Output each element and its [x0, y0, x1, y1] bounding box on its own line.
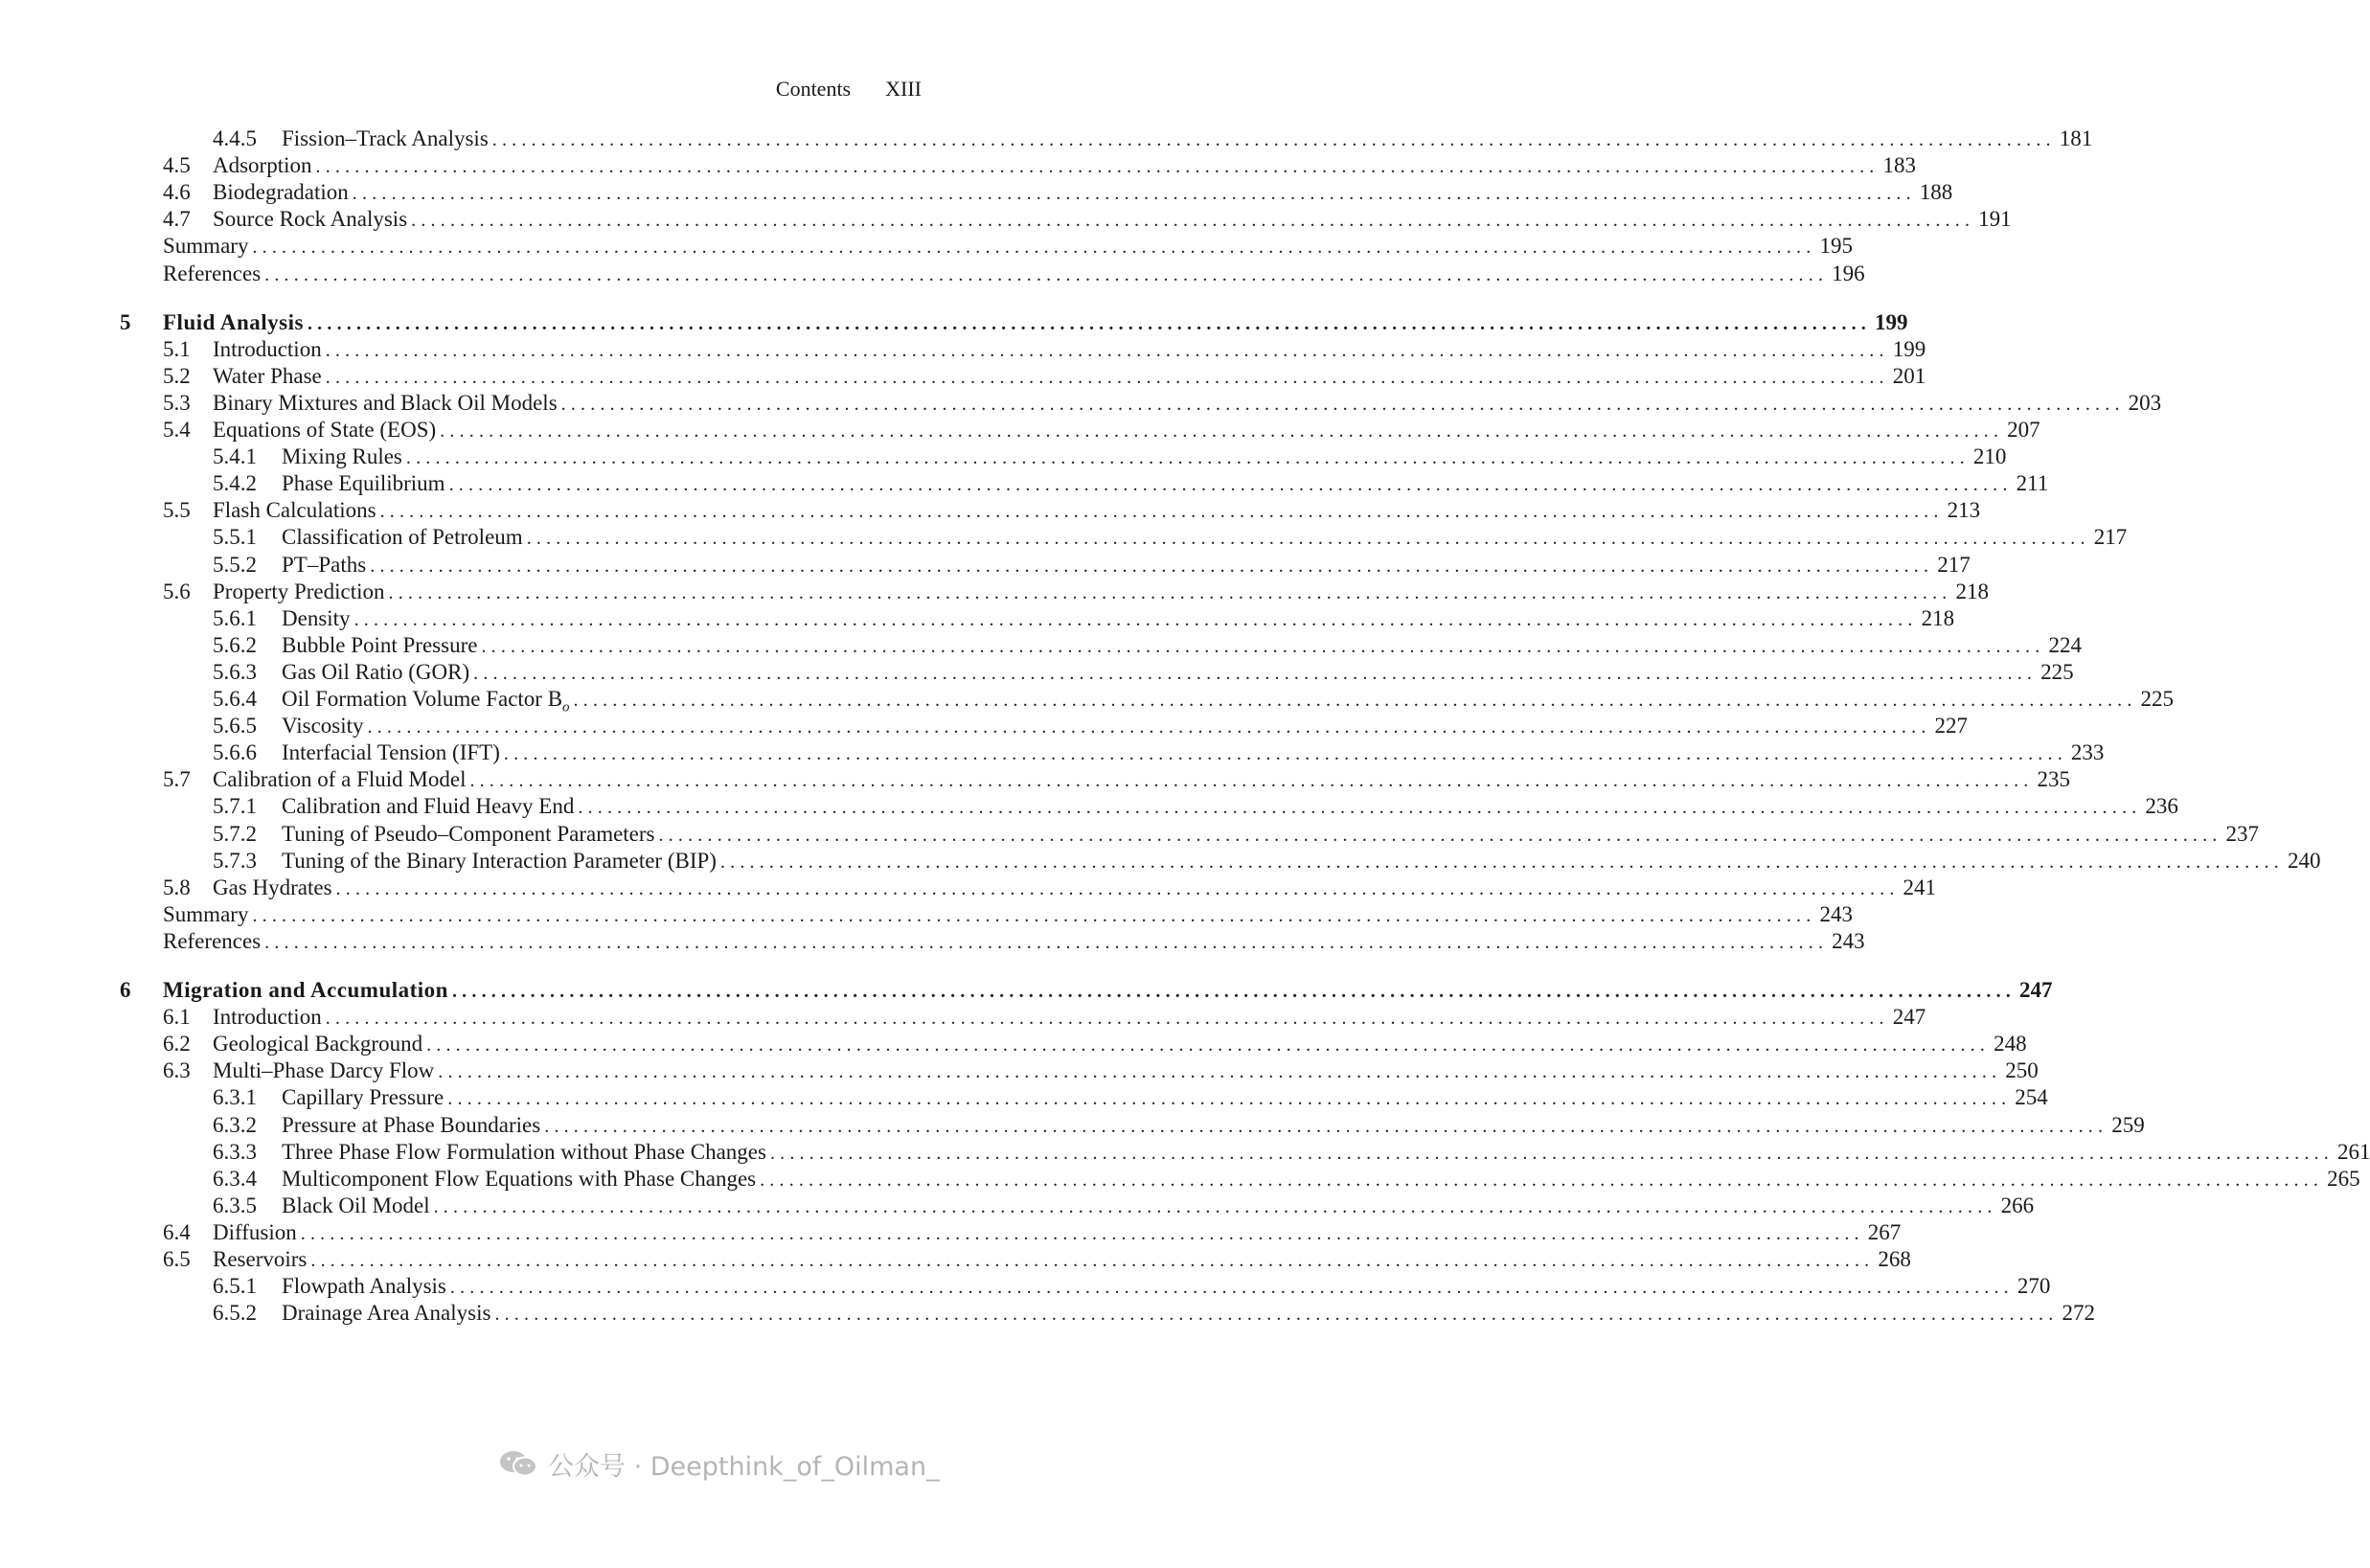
toc-entry-title-text: Introduction	[213, 1005, 322, 1029]
toc-entry	[163, 261, 1865, 287]
toc-entry	[163, 336, 1926, 363]
toc-entry-page: 270	[2017, 1274, 2051, 1298]
dot-leader: ................................................................................................................................................................	[503, 743, 2067, 764]
toc-entry	[213, 1139, 2370, 1166]
dot-leader: ................................................................................................................................................................	[388, 582, 1952, 603]
toc-entry-title-text: Introduction	[213, 337, 322, 361]
dot-leader: ................................................................................................................................................................	[426, 1034, 1991, 1056]
toc-entry-number: 5.7.2	[213, 822, 257, 846]
toc-entry-page: 243	[1832, 929, 1865, 953]
toc-entry-page: 268	[1878, 1247, 1911, 1271]
toc-entry-page: 247	[2018, 978, 2053, 1002]
toc-entry-number: 6.3.1	[213, 1085, 257, 1109]
toc-entry-title-text: Binary Mixtures and Black Oil Models	[213, 391, 558, 415]
toc-entry-title	[282, 552, 366, 579]
toc-entry-title-text: Calibration of a Fluid Model	[213, 767, 467, 791]
toc-entry-number: 4.5	[163, 153, 191, 177]
toc-chapter	[120, 309, 1908, 336]
dot-leader: ................................................................................................................................................................	[353, 609, 1918, 630]
toc-entry-number: 5.1	[163, 337, 191, 361]
toc-entry	[163, 1219, 1902, 1246]
dot-leader: ................................................................................................................................................................	[719, 852, 2284, 873]
toc-entry-title	[213, 336, 322, 363]
dot-leader: ................................................................................................................................................................	[264, 932, 1829, 953]
toc-entry-title-text: Adsorption	[213, 153, 312, 177]
toc-entry-title-text: Multicomponent Flow Equations with Phase Changes	[282, 1167, 757, 1191]
toc-entry	[213, 470, 2049, 497]
toc-entry-title-text: Tuning of the Binary Interaction Parameter (BIP)	[282, 849, 717, 873]
toc-entry-page: 218	[1921, 606, 1955, 630]
toc-entry-number: 5.7.3	[213, 849, 257, 873]
toc-entry-title	[213, 1031, 422, 1057]
toc-entry-title	[282, 632, 477, 659]
toc-entry-title	[163, 233, 248, 260]
toc-entry-title-text: References	[163, 261, 262, 285]
dot-leader: ................................................................................................................................................................	[760, 1170, 2324, 1191]
dot-leader: ................................................................................................................................................................	[438, 1061, 2002, 1082]
toc-entry-page: 237	[2225, 822, 2259, 846]
dot-leader: ................................................................................................................................................................	[405, 447, 1970, 468]
toc-entry-number: 5.7.1	[213, 794, 257, 818]
toc-entry-page: 188	[1919, 180, 1953, 204]
toc-entry-number: 5.4.1	[213, 444, 257, 468]
toc-entry-page: 183	[1882, 153, 1916, 177]
toc-entry	[163, 497, 1981, 524]
toc-entry-number: 5.4	[163, 418, 191, 442]
dot-leader: ................................................................................................................................................................	[481, 636, 2045, 657]
toc-entry-number: 5.7	[163, 767, 191, 791]
toc-entry-title	[213, 875, 332, 901]
toc-entry	[213, 1193, 2035, 1219]
toc-entry-number: 4.7	[163, 207, 191, 231]
toc-entry-title	[282, 443, 402, 470]
toc-entry-number: 5.5	[163, 498, 191, 522]
toc-entry-title	[213, 579, 385, 605]
toc-entry-number: 6.4	[163, 1220, 191, 1244]
toc-entry-title	[213, 206, 407, 233]
toc-entry-page: 181	[2059, 126, 2093, 150]
toc-entry-page: 196	[1832, 261, 1865, 285]
toc-entry-title	[213, 1004, 322, 1031]
dot-leader: ................................................................................................................................................................	[440, 420, 2004, 442]
toc-entry-page: 236	[2145, 794, 2178, 818]
toc-entry-title	[282, 659, 469, 686]
toc-entry-number: 6.3.3	[213, 1140, 257, 1164]
toc-entry-page: 199	[1892, 337, 1926, 361]
toc-entry-number: 5	[120, 310, 131, 334]
toc-entry-number: 5.2	[163, 364, 191, 388]
toc-entry-title-text: Three Phase Flow Formulation without Phase Changes	[282, 1140, 766, 1164]
dot-leader: ................................................................................................................................................................	[264, 264, 1829, 285]
toc-entry	[163, 928, 1865, 955]
toc-entry-title	[282, 1112, 540, 1139]
toc-entry-title-text: Fission–Track Analysis	[282, 126, 489, 150]
toc-entry-number: 5.6.2	[213, 633, 257, 657]
toc-entry-page: 195	[1819, 234, 1853, 258]
toc-entry-number: 5.4.2	[213, 471, 257, 495]
toc-entry	[163, 1246, 1911, 1273]
toc-entry-page: 203	[2128, 391, 2162, 415]
header-page-number: XIII	[885, 77, 922, 101]
toc-chapter	[120, 977, 2053, 1004]
toc-entry	[163, 766, 2070, 793]
dot-leader: ................................................................................................................................................................	[560, 394, 2125, 415]
toc-entry-title	[213, 363, 322, 390]
toc-entry-title	[282, 470, 445, 497]
toc-entry-title	[213, 497, 376, 524]
toc-entry-title	[163, 928, 261, 955]
toc-entry-number: 5.3	[163, 391, 191, 415]
toc-entry-number: 6.1	[163, 1005, 191, 1029]
toc-entry-title	[282, 821, 655, 848]
toc-entry-title	[282, 605, 351, 632]
toc-entry-number: 5.6.6	[213, 740, 257, 764]
toc-entry-title-text: Geological Background	[213, 1032, 423, 1056]
toc-entry-title	[213, 1219, 297, 1246]
toc-entry	[163, 417, 2040, 443]
dot-leader: ................................................................................................................................................................	[335, 878, 1900, 899]
toc-entry-title	[282, 1273, 446, 1300]
dot-leader: ................................................................................................................................................................	[315, 156, 1880, 177]
dot-leader: ................................................................................................................................................................	[447, 1088, 2012, 1109]
toc-entry-page: 247	[1892, 1005, 1926, 1029]
toc-entry	[163, 875, 1937, 901]
dot-leader: ................................................................................................................................................................	[451, 981, 2016, 1002]
dot-leader: ................................................................................................................................................................	[300, 1223, 1864, 1244]
toc-entry-number: 6.5.1	[213, 1274, 257, 1298]
toc-entry-title	[282, 848, 717, 875]
toc-entry	[163, 206, 2012, 233]
toc-entry	[213, 686, 2175, 716]
toc-entry-page: 210	[1972, 444, 2007, 468]
toc-entry-page: 261	[2336, 1140, 2370, 1164]
toc-entry-title	[282, 793, 574, 820]
dot-leader: ................................................................................................................................................................	[573, 690, 2137, 711]
toc-entry-page: 207	[2007, 418, 2040, 442]
toc-entry-number: 5.5.1	[213, 525, 257, 549]
toc-entry-title-text: PT–Paths	[282, 553, 367, 577]
toc-entry-title-text: Drainage Area Analysis	[282, 1301, 491, 1325]
toc-entry-number: 6.5.2	[213, 1301, 257, 1325]
toc-entry-page: 211	[2016, 471, 2049, 495]
toc-entry-title-text: Interfacial Tension (IFT)	[282, 740, 500, 764]
toc-entry	[213, 713, 1969, 739]
toc-entry-title	[282, 1166, 756, 1193]
toc-entry	[213, 1112, 2145, 1139]
dot-leader: ................................................................................................................................................................	[449, 1277, 2014, 1298]
dot-leader: ................................................................................................................................................................	[367, 716, 1931, 738]
dot-leader: ................................................................................................................................................................	[325, 367, 1889, 388]
toc-entry	[163, 152, 1916, 179]
watermark	[498, 1446, 940, 1481]
toc-entry	[163, 179, 1953, 206]
toc-entry-title	[213, 417, 436, 443]
dot-leader: ................................................................................................................................................................	[325, 340, 1889, 361]
toc-entry-page: 199	[1874, 310, 1908, 334]
toc-entry-title	[282, 1300, 490, 1327]
toc-entry-page: 248	[1994, 1032, 2027, 1056]
toc-entry-title-text: Summary	[163, 234, 249, 258]
toc-entry-title-text: Flash Calculations	[213, 498, 376, 522]
toc-entry-title	[213, 1057, 434, 1084]
toc-entry-title-text: Phase Equilibrium	[282, 471, 445, 495]
toc-entry-title-text: Property Prediction	[213, 579, 385, 603]
toc-entry-title-text: Bubble Point Pressure	[282, 633, 478, 657]
toc-entry	[163, 901, 1853, 928]
toc-entry	[213, 659, 2074, 686]
toc-entry-number: 6	[120, 978, 131, 1002]
toc-entry-page: 241	[1903, 875, 1937, 899]
header-section: Contents	[775, 77, 852, 101]
toc-entry-title-text: Summary	[163, 902, 249, 926]
toc-entry-number: 5.6.4	[213, 687, 257, 711]
toc-entry-title-text: Reservoirs	[213, 1247, 308, 1271]
toc-entry-page: 267	[1867, 1220, 1902, 1244]
toc-entry-number: 6.3.4	[213, 1167, 257, 1191]
toc-entry-page: 272	[2062, 1301, 2095, 1325]
wechat-icon	[498, 1448, 540, 1479]
toc-entry-page: 265	[2327, 1167, 2360, 1191]
toc-entry-title	[282, 1193, 430, 1219]
toc-entry-title-text: Viscosity	[282, 714, 364, 738]
toc-entry	[213, 443, 2007, 470]
dot-leader: ................................................................................................................................................................	[769, 1143, 2334, 1164]
toc-entry-title-text: Migration and Accumulation	[163, 978, 448, 1002]
dot-leader: ................................................................................................................................................................	[491, 129, 2056, 150]
toc-entry-page: 266	[2000, 1193, 2035, 1217]
toc-entry-number: 4.4.5	[213, 126, 257, 150]
toc-entry-title-text: Capillary Pressure	[282, 1085, 444, 1109]
toc-entry-title-subscript: o	[562, 699, 570, 716]
watermark-text: 公众号 · Deepthink_of_Oilman_	[548, 1451, 940, 1482]
toc-entry-title-text: Calibration and Fluid Heavy End	[282, 794, 575, 818]
toc-entry-page: 191	[1978, 207, 2012, 231]
toc-entry-page: 243	[1819, 902, 1853, 926]
toc-entry	[163, 579, 1989, 605]
toc-entry-title	[282, 524, 523, 551]
dot-leader: ................................................................................................................................................................	[448, 474, 2013, 495]
toc-entry-title-text: Density	[282, 606, 351, 630]
toc-entry-title	[163, 977, 448, 1004]
toc-entry-number: 6.2	[163, 1032, 191, 1056]
toc-entry-title	[282, 125, 489, 152]
toc-entry-page: 218	[1955, 579, 1989, 603]
toc-entry-title-text: Source Rock Analysis	[213, 207, 408, 231]
toc-entry	[213, 821, 2259, 848]
toc-entry-title-text: Water Phase	[213, 364, 322, 388]
toc-entry-title-text: Gas Oil Ratio (GOR)	[282, 660, 470, 684]
dot-leader: ................................................................................................................................................................	[352, 183, 1916, 204]
toc-entry	[213, 739, 2105, 766]
toc-entry	[213, 1300, 2095, 1327]
toc-entry-title-text: Tuning of Pseudo–Component Parameters	[282, 822, 655, 846]
toc-entry	[213, 125, 2093, 152]
dot-leader: ................................................................................................................................................................	[469, 770, 2034, 791]
toc-entry-title-text: Black Oil Model	[282, 1193, 430, 1217]
running-header	[776, 77, 922, 102]
toc-entry-title	[213, 766, 466, 793]
toc-entry-page: 217	[2093, 525, 2128, 549]
toc-entry-page: 233	[2070, 740, 2105, 764]
toc-entry-page: 201	[1892, 364, 1926, 388]
toc-entry-title	[163, 309, 304, 336]
toc-entry-number: 6.5	[163, 1247, 191, 1271]
toc-entry	[213, 793, 2178, 820]
toc-entry-page: 225	[2140, 687, 2175, 711]
toc-entry-title-text: Diffusion	[213, 1220, 297, 1244]
toc-entry	[163, 1031, 2027, 1057]
toc-entry	[213, 1273, 2051, 1300]
toc-entry-number: 5.8	[163, 875, 191, 899]
toc-entry	[163, 390, 2162, 417]
toc-entry	[213, 605, 1955, 632]
dot-leader: ................................................................................................................................................................	[433, 1196, 1997, 1217]
dot-leader: ................................................................................................................................................................	[307, 313, 1871, 334]
dot-leader: ................................................................................................................................................................	[526, 528, 2090, 549]
dot-leader: ................................................................................................................................................................	[379, 501, 1944, 522]
toc-entry	[213, 848, 2321, 875]
toc-entry-title-text: Fluid Analysis	[163, 310, 304, 334]
toc-entry-title-text: Classification of Petroleum	[282, 525, 523, 549]
toc-entry	[213, 552, 1971, 579]
toc-entry-number: 4.6	[163, 180, 191, 204]
toc-entry-title-text: Biodegradation	[213, 180, 349, 204]
dot-leader: ................................................................................................................................................................	[325, 1008, 1889, 1029]
dot-leader: ................................................................................................................................................................	[544, 1116, 2108, 1137]
toc-entry-title	[282, 1139, 766, 1166]
toc-entry-page: 250	[2005, 1058, 2039, 1082]
toc-entry-page: 224	[2048, 633, 2082, 657]
toc-entry-title	[282, 713, 364, 739]
toc-entry	[213, 1084, 2048, 1111]
toc-entry-page: 213	[1947, 498, 1981, 522]
toc-entry-title-text: References	[163, 929, 262, 953]
toc-entry	[213, 524, 2128, 551]
toc-entry-number: 6.3	[163, 1058, 191, 1082]
toc-entry-title	[163, 261, 261, 287]
dot-leader: ................................................................................................................................................................	[370, 556, 1934, 577]
toc-entry-page: 240	[2287, 849, 2321, 873]
toc-entry-page: 225	[2040, 660, 2074, 684]
toc-entry-page: 235	[2037, 767, 2070, 791]
toc-entry-title	[163, 901, 248, 928]
toc-entry-title-text: Flowpath Analysis	[282, 1274, 446, 1298]
toc-entry-number: 5.6.5	[213, 714, 257, 738]
toc-entry-page: 217	[1937, 553, 1971, 577]
toc-entry-title-text: Gas Hydrates	[213, 875, 332, 899]
toc-entry-title-text: Equations of State (EOS)	[213, 418, 437, 442]
toc-entry-page: 254	[2015, 1085, 2048, 1109]
toc-entry-title-text: Oil Formation Volume Factor B	[282, 687, 563, 711]
toc-entry	[163, 1004, 1926, 1031]
toc-entry	[163, 1057, 2039, 1084]
dot-leader: ................................................................................................................................................................	[494, 1304, 2059, 1325]
toc-entry-number: 6.3.5	[213, 1193, 257, 1217]
toc-entry-page: 227	[1934, 714, 1969, 738]
toc-entry-title-text: Mixing Rules	[282, 444, 402, 468]
toc-entry-title	[213, 152, 312, 179]
toc-entry-number: 6.3.2	[213, 1113, 257, 1137]
dot-leader: ................................................................................................................................................................	[252, 905, 1816, 926]
toc-entry	[213, 1166, 2360, 1193]
dot-leader: ................................................................................................................................................................	[473, 663, 2038, 684]
toc-entry-number: 5.5.2	[213, 553, 257, 577]
dot-leader: ................................................................................................................................................................	[252, 237, 1816, 258]
toc-entry-title	[282, 739, 500, 766]
dot-leader: ................................................................................................................................................................	[578, 797, 2142, 818]
dot-leader: ................................................................................................................................................................	[411, 210, 1975, 231]
toc-entry-title	[213, 179, 349, 206]
toc-entry-title-text: Pressure at Phase Boundaries	[282, 1113, 541, 1137]
toc-entry-number: 5.6	[163, 579, 191, 603]
toc-entry-title	[282, 1084, 444, 1111]
toc-entry	[163, 363, 1926, 390]
toc-entry-number: 5.6.3	[213, 660, 257, 684]
dot-leader: ................................................................................................................................................................	[310, 1250, 1875, 1271]
toc-entry-title	[213, 390, 558, 417]
toc-entry-page: 259	[2111, 1113, 2145, 1137]
dot-leader: ................................................................................................................................................................	[658, 825, 2222, 846]
toc-entry	[163, 233, 1853, 260]
toc-entry-title	[213, 1246, 307, 1273]
toc-entry-number: 5.6.1	[213, 606, 257, 630]
toc-entry-title-text: Multi–Phase Darcy Flow	[213, 1058, 435, 1082]
toc-entry	[213, 632, 2082, 659]
